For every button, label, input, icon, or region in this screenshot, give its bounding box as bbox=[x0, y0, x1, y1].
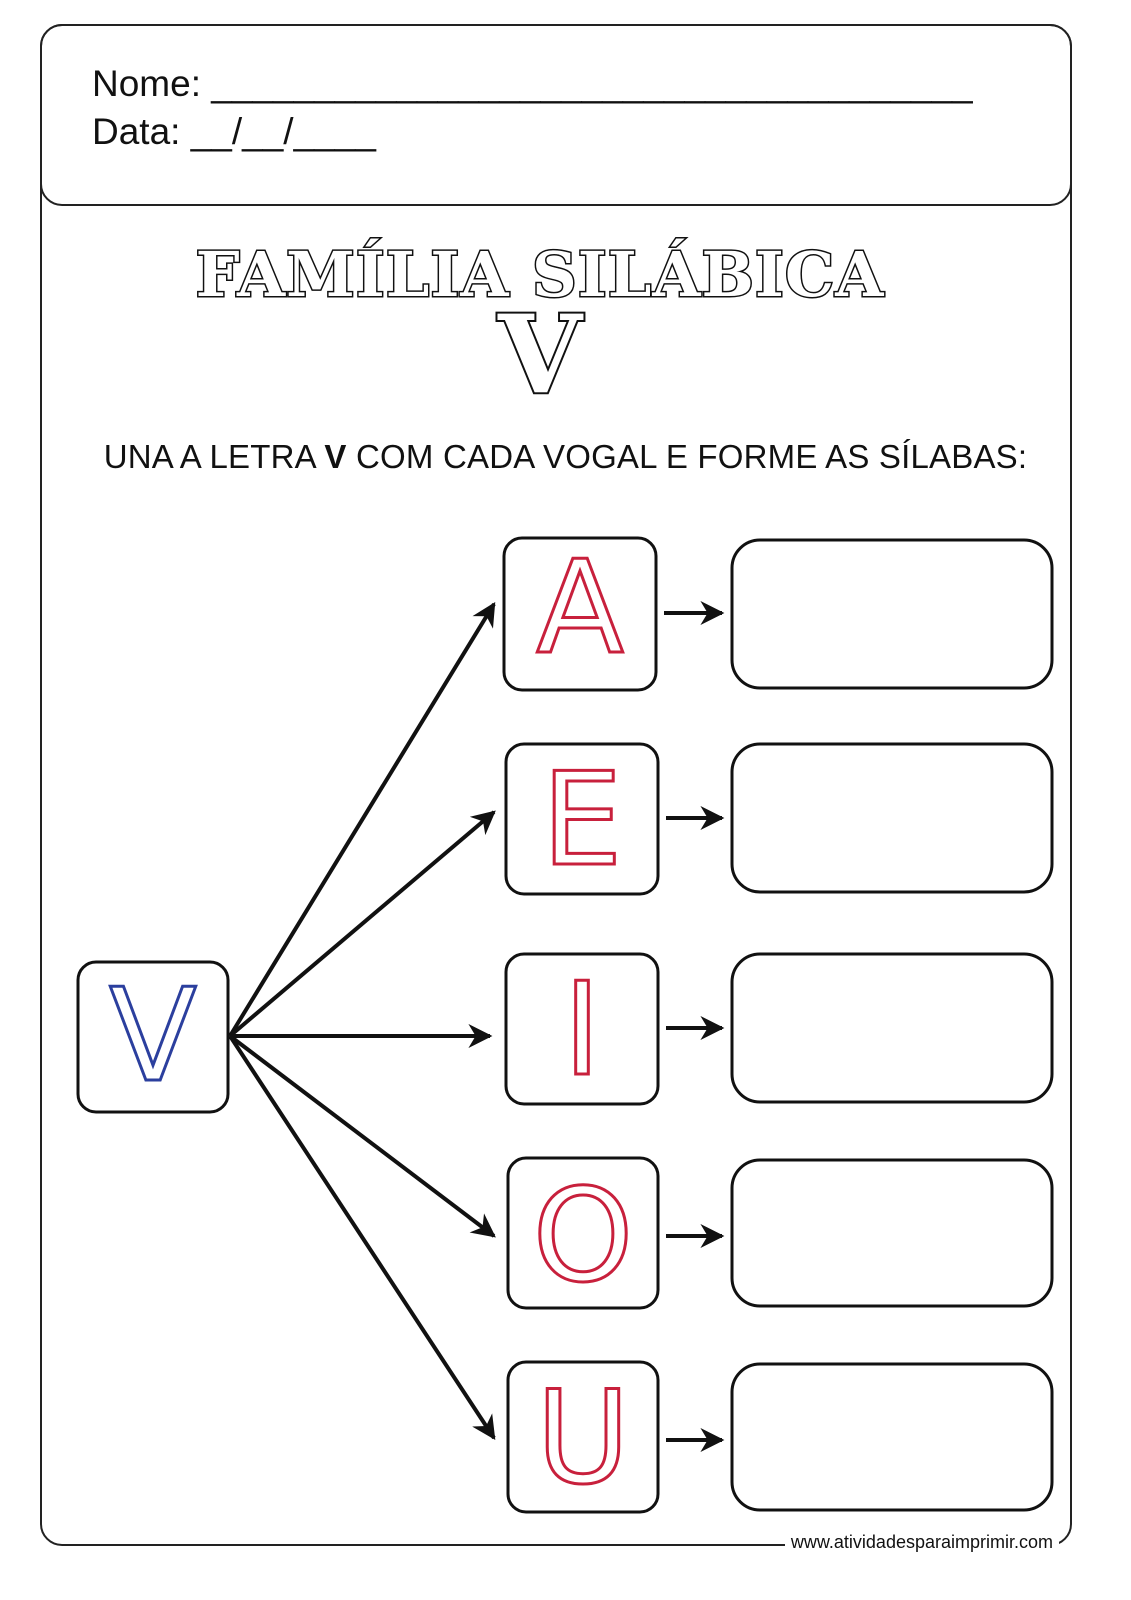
answer-box-e[interactable] bbox=[732, 744, 1052, 892]
arrow-to-a bbox=[230, 604, 494, 1036]
answer-box-a[interactable] bbox=[732, 540, 1052, 688]
vowel-letter-a: A bbox=[536, 534, 624, 683]
name-label: Nome: bbox=[92, 63, 212, 104]
answer-box-u[interactable] bbox=[732, 1364, 1052, 1510]
answer-box-o[interactable] bbox=[732, 1160, 1052, 1306]
arrow-to-o bbox=[230, 1036, 494, 1236]
instruction-suffix: COM CADA VOGAL E FORME AS SÍLABAS: bbox=[346, 438, 1028, 475]
vowel-letter-u: U bbox=[536, 1364, 630, 1513]
vowel-letter-e: E bbox=[541, 746, 623, 895]
date-blank: __/__/____ bbox=[190, 111, 376, 152]
footer-site: www.atividadesparaimprimir.com bbox=[785, 1532, 1059, 1553]
name-blank: _____________________________________ bbox=[211, 63, 973, 104]
instruction-letter: V bbox=[324, 438, 347, 475]
answer-box-i[interactable] bbox=[732, 954, 1052, 1102]
vowel-letter-i: I bbox=[563, 956, 601, 1105]
title-letter: V bbox=[498, 292, 582, 412]
arrow-to-e bbox=[230, 812, 494, 1036]
arrow-to-u bbox=[230, 1036, 494, 1438]
vowel-letter-o: O bbox=[532, 1162, 634, 1311]
page-title: FAMÍLIA SILÁBICA bbox=[195, 238, 885, 311]
instruction-prefix: UNA A LETRA bbox=[103, 438, 325, 475]
date-label: Data: bbox=[92, 111, 191, 152]
source-letter: V bbox=[109, 962, 197, 1111]
